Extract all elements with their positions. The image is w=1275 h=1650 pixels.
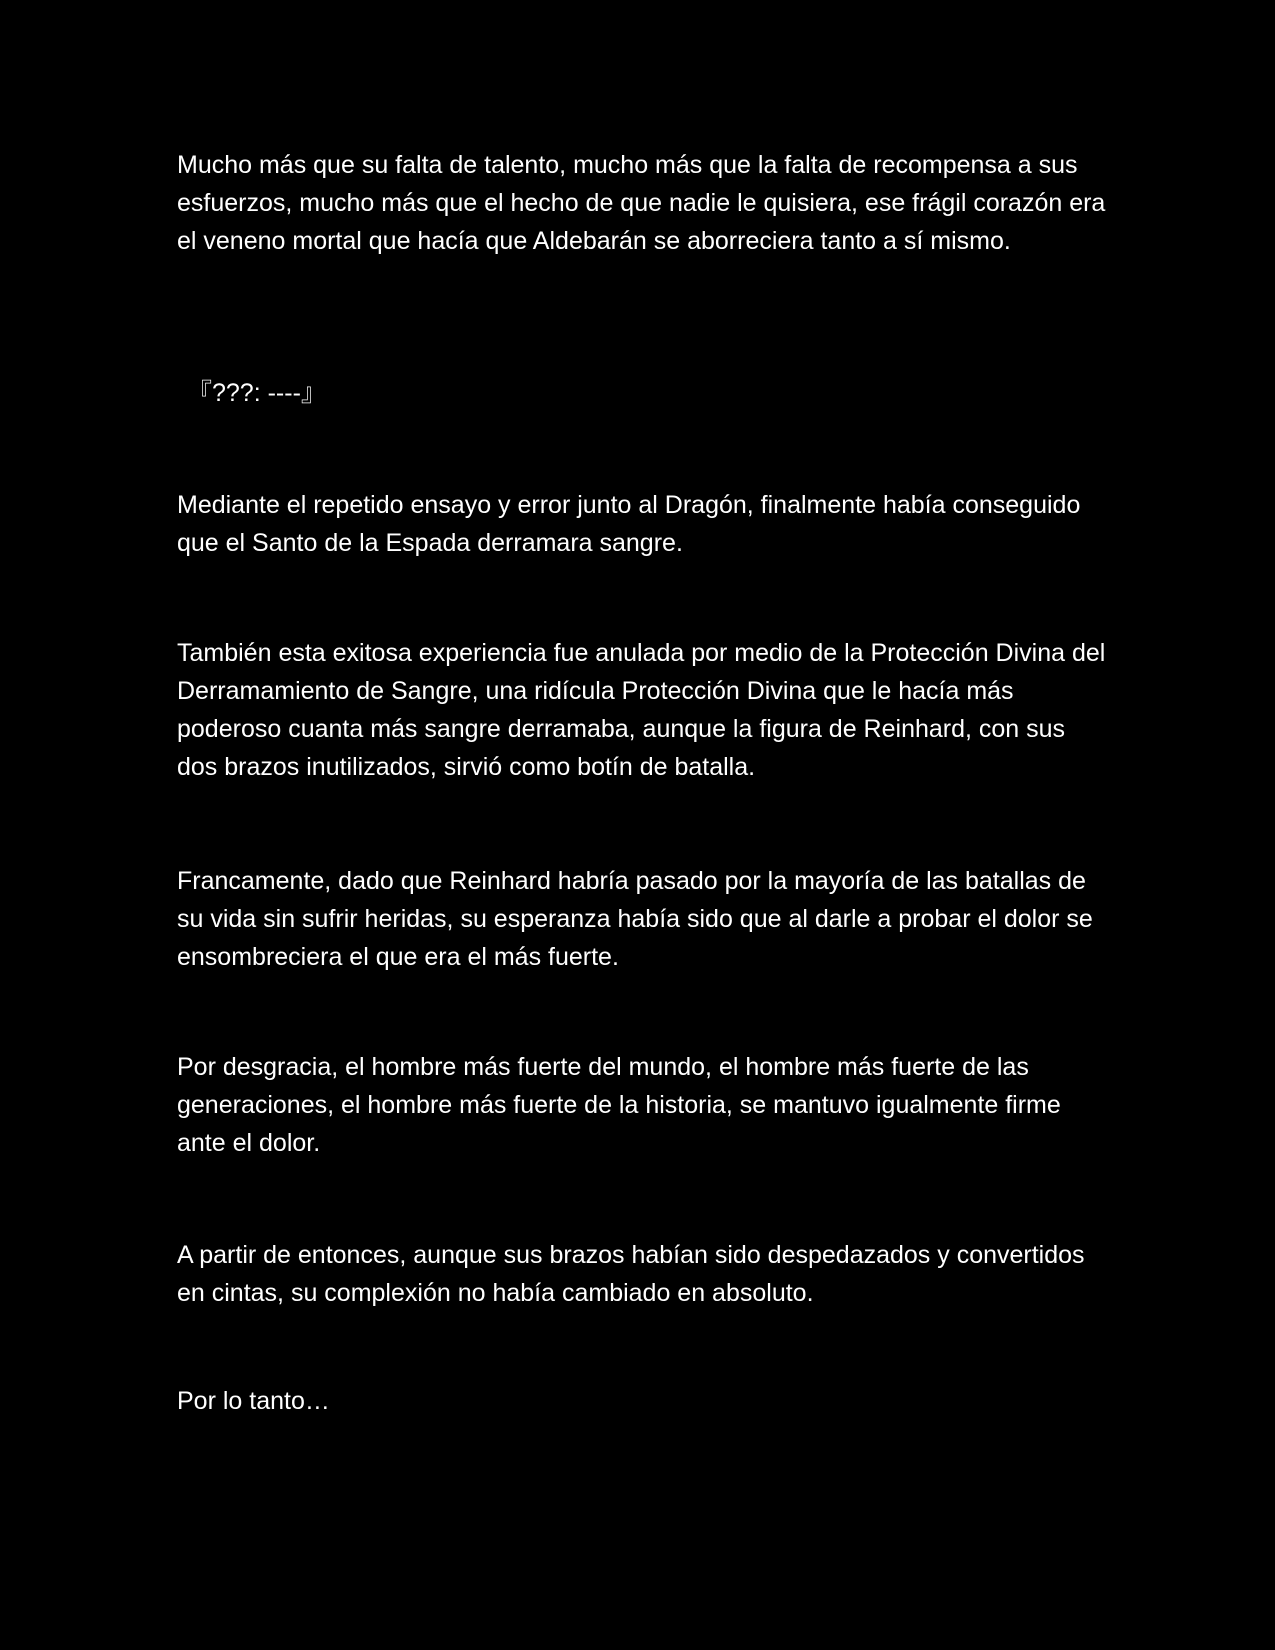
paragraph-talent: Mucho más que su falta de talento, mucho más que la falta de recompensa a sus esfuerzos, mucho más que el hecho de que nadie le quisiera, ese frágil corazón era el veneno mortal que hacía que Aldebarán se aborreciera tanto a sí mismo. (177, 151, 1106, 255)
paragraph-reinhard: Francamente, dado que Reinhard habría pasado por la mayoría de las batallas de su vida sin sufrir heridas, su esperanza había sido que al darle a probar el dolor se ensombreciera el que era el más fuerte. (177, 867, 1093, 971)
paragraph-strongest: Por desgracia, el hombre más fuerte del mundo, el hombre más fuerte de las generaciones, el hombre más fuerte de la historia, se mantuvo igualmente firme ante el dolor. (177, 1053, 1061, 1157)
speaker-line: 『???: ----』 (187, 379, 326, 407)
paragraph-arms: A partir de entonces, aunque sus brazos habían sido despedazados y convertidos en cintas, su complexión no había cambiado en absoluto. (177, 1241, 1085, 1307)
paragraph-dragon: Mediante el repetido ensayo y error junto al Dragón, finalmente había conseguido que el Santo de la Espada derramara sangre. (177, 491, 1081, 557)
paragraph-divine-protection: También esta exitosa experiencia fue anulada por medio de la Protección Divina del Derramamiento de Sangre, una ridícula Protección Divina que le hacía más poderoso cuanta más sangre derramaba, aunque la figura de Reinhard, con sus dos brazos inutilizados, sirvió como botín de batalla. (177, 639, 1106, 781)
paragraph-therefore: Por lo tanto… (177, 1387, 330, 1415)
